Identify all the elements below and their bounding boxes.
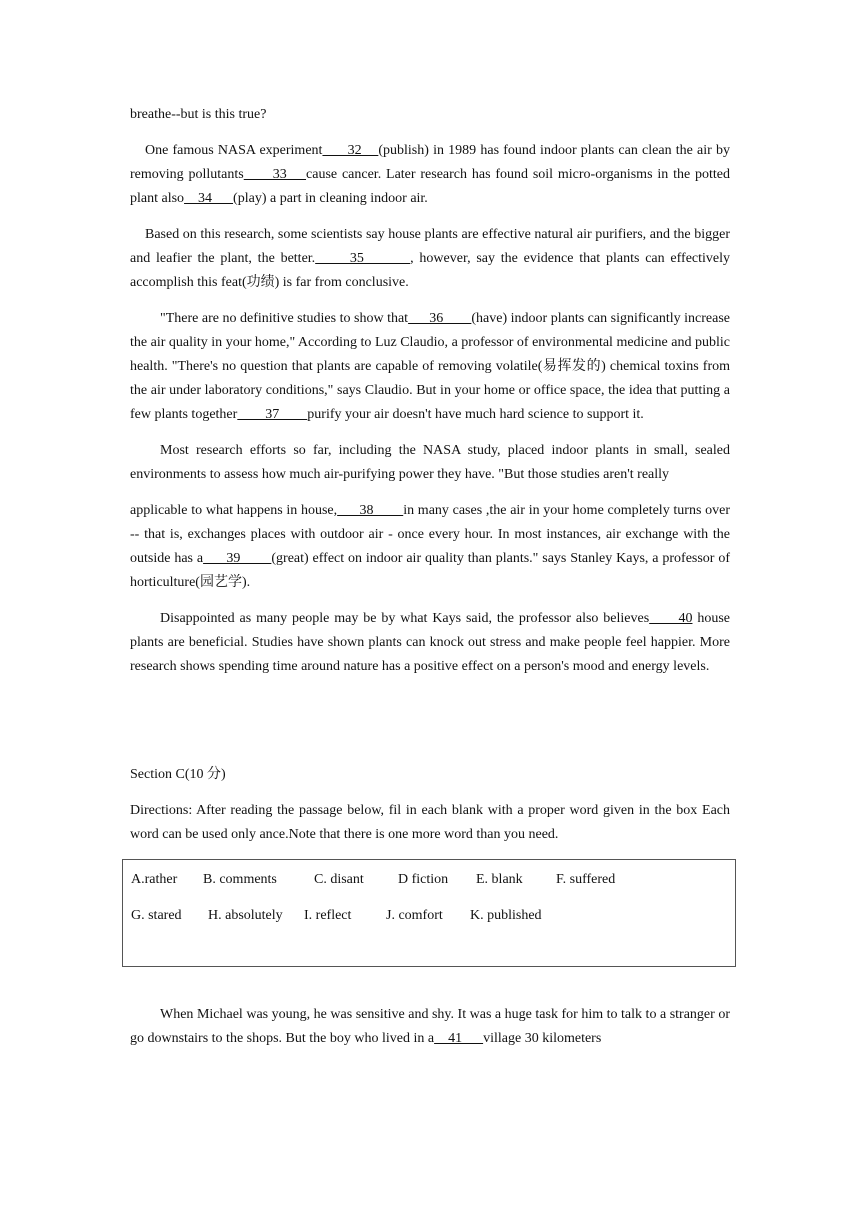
passage-line: breathe--but is this true?	[130, 107, 267, 122]
word-option: I. reflect	[304, 908, 352, 923]
word-option: G. stared	[131, 908, 182, 923]
paragraph-41: When Michael was young, he was sensitive and shy. It was a huge task for him to talk to a stranger or go downstairs to the shops. But the boy who lived in a 41 village 30 kilometers	[130, 1007, 730, 1046]
answer-blank-33: 33	[243, 167, 307, 182]
word-option: H. absolutely	[208, 908, 283, 923]
word-box	[122, 859, 736, 967]
paragraph-35: Based on this research, some scientists say house plants are effective natural air purifiers, and the bigger and leafier the plant, the better. 35 , however, say the evidence that plants can effectively accomplish this feat(功绩) is far from conclusive.	[130, 227, 731, 290]
answer-blank-38: 38	[337, 503, 404, 518]
word-row-2	[131, 898, 727, 934]
answer-blank-32: 32	[322, 143, 379, 158]
answer-blank-39: 39	[203, 551, 272, 566]
word-option: K. published	[470, 908, 542, 923]
answer-blank-41: 41	[434, 1031, 484, 1046]
answer-blank-35: 35	[315, 251, 411, 266]
word-option: F. suffered	[556, 872, 616, 887]
paragraph-research: Most research efforts so far, including the NASA study, placed indoor plants in small, sealed environments to assess how much air-purifying power they have. "But those studies aren't really	[130, 443, 730, 482]
section-c-heading: Section C(10 分)	[130, 767, 226, 782]
word-option: C. disant	[314, 872, 364, 887]
answer-blank-37: 37	[237, 407, 308, 422]
word-row-1	[131, 862, 727, 898]
word-option: B. comments	[203, 872, 277, 887]
paragraph-36-37: "There are no definitive studies to show that 36 (have) indoor plants can significantly increase the air quality in your home," According to Luz Claudio, a professor of environmental medicine and public health. "There's no question that plants are capable of removing volatile(易挥发的) chemical toxins from the air under laboratory conditions," says Claudio. But in your home or office space, the idea that putting a few plants together 37 purify your air doesn't have much hard science to support it.	[130, 311, 730, 422]
answer-blank-34: 34	[184, 191, 234, 206]
answer-blank-40: 40	[649, 611, 693, 626]
answer-blank-36: 36	[408, 311, 472, 326]
spacer	[130, 679, 730, 763]
paragraph-32-34: One famous NASA experiment 32 (publish) in 1989 has found indoor plants can clean the air by removing pollutants 33 cause cancer. Later research has found soil micro-organisms in the potted plant also 34 (play) a part in cleaning indoor air.	[130, 143, 731, 206]
document-page	[130, 103, 730, 1051]
paragraph-38-39: applicable to what happens in house, 38 in many cases ,the air in your home completely turns over -- that is, exchanges places with outdoor air - once every hour. In most instances, air exchange with the outside has a 39 (great) effect on indoor air quality than plants." says Stanley Kays, a professor of horticulture(园艺学).	[130, 503, 731, 590]
word-option: D fiction	[398, 872, 449, 887]
word-option: J. comfort	[386, 908, 443, 923]
section-c-directions: Directions: After reading the passage below, fil in each blank with a proper word given in the box Each word can be used only ance.Note that there is one more word than you need.	[130, 803, 730, 842]
paragraph-40: Disappointed as many people may be by what Kays said, the professor also believes 40 house plants are beneficial. Studies have shown plants can knock out stress and make people feel happier. More research shows spending time around nature has a positive effect on a person's mood and energy levels.	[130, 611, 731, 674]
word-option: E. blank	[476, 872, 523, 887]
word-option: A.rather	[131, 872, 178, 887]
